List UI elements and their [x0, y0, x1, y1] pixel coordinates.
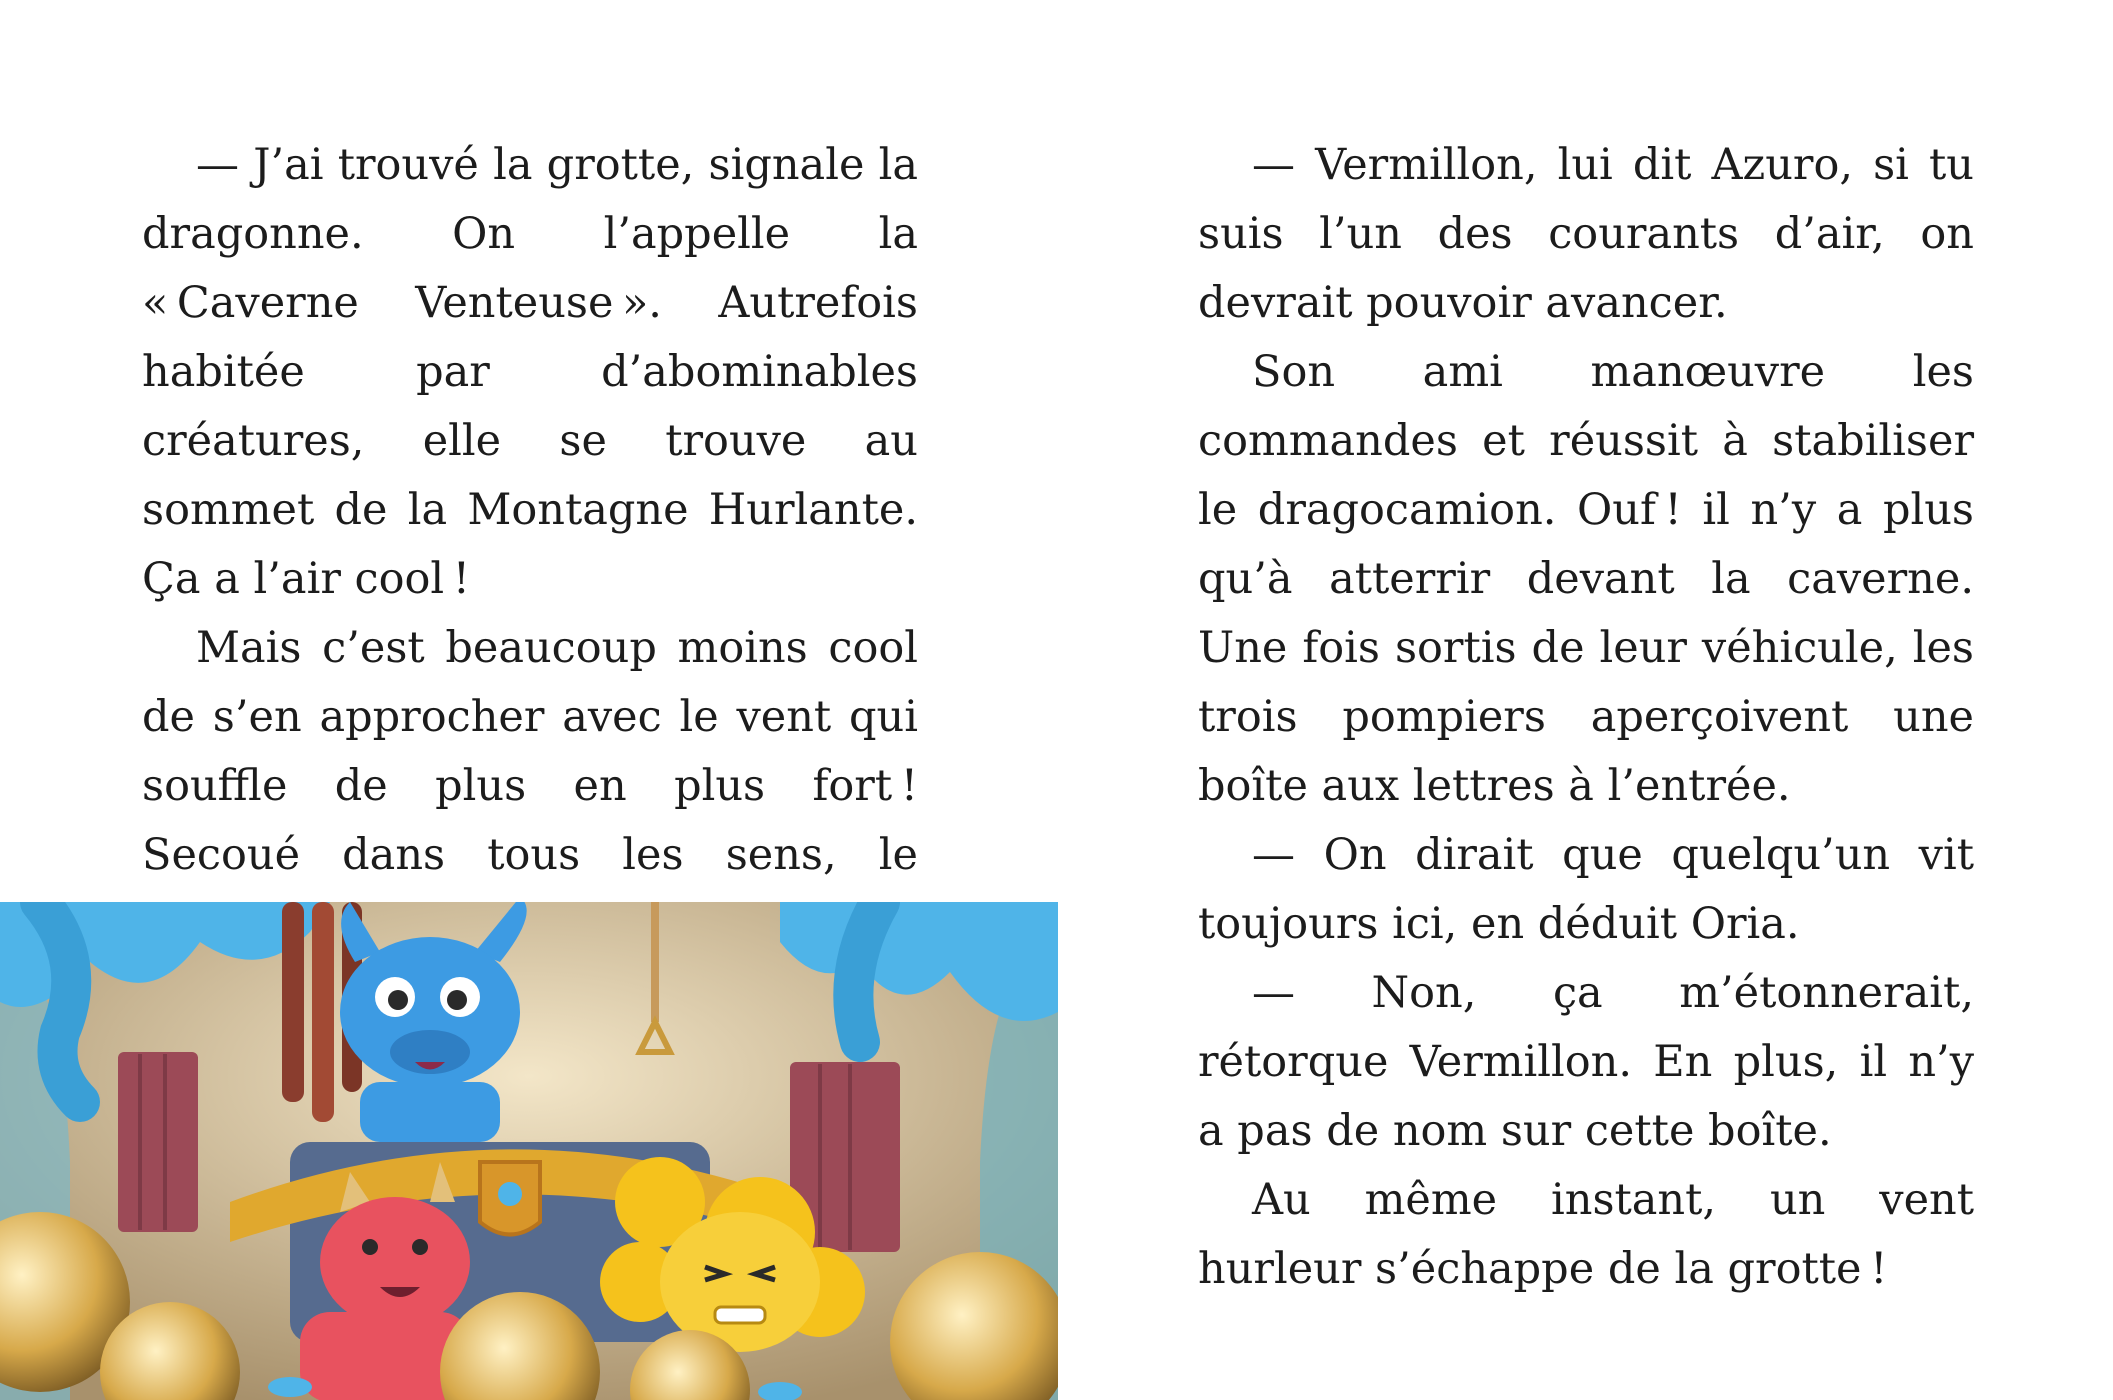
right-page — [1056, 0, 2113, 1400]
left-door — [118, 1052, 198, 1232]
right-page-text — [1198, 131, 1974, 1304]
paragraph: — Non, ça m’étonnerait, rétorque Vermillon. En plus, il n’y a pas de nom sur cette boîte. — [1198, 968, 1974, 1156]
left-page — [0, 0, 1056, 1400]
paragraph: Son ami manœuvre les commandes et réussit à stabiliser le dragocamion. Ouf ! il n’y a plus qu’à atterrir devant la caverne. Une fois sortis de leur véhicule, les trois pompiers aperçoivent une boîte aux lettres à l’entrée. — [1198, 347, 1974, 811]
pipe — [282, 902, 304, 1102]
cockpit-illustration — [0, 902, 1058, 1400]
paragraph: Mais c’est beaucoup moins cool de s’en approcher avec le vent qui souffle de plus en plus fort ! Secoué dans tous les sens, le — [142, 623, 918, 880]
left-page-text — [142, 131, 918, 1028]
paragraph: — Vermillon, lui dit Azuro, si tu suis l’un des courants d’air, on devrait pouvoir avancer. — [1198, 140, 1974, 328]
paragraph: Au même instant, un vent hurleur s’échappe de la grotte ! — [1198, 1175, 1974, 1294]
blue-dragon — [340, 902, 527, 1142]
paragraph: — J’ai trouvé la grotte, signale la dragonne. On l’appelle la « Caverne Venteuse ». Autrefois habitée par d’abominables créatures, elle se trouve au sommet de la Montagne Hurlante. Ça a l’air cool ! — [142, 140, 918, 604]
pipe — [312, 902, 334, 1122]
paragraph: — On dirait que quelqu’un vit toujours ici, en déduit Oria. — [1198, 830, 1974, 949]
console-button — [268, 1377, 312, 1397]
